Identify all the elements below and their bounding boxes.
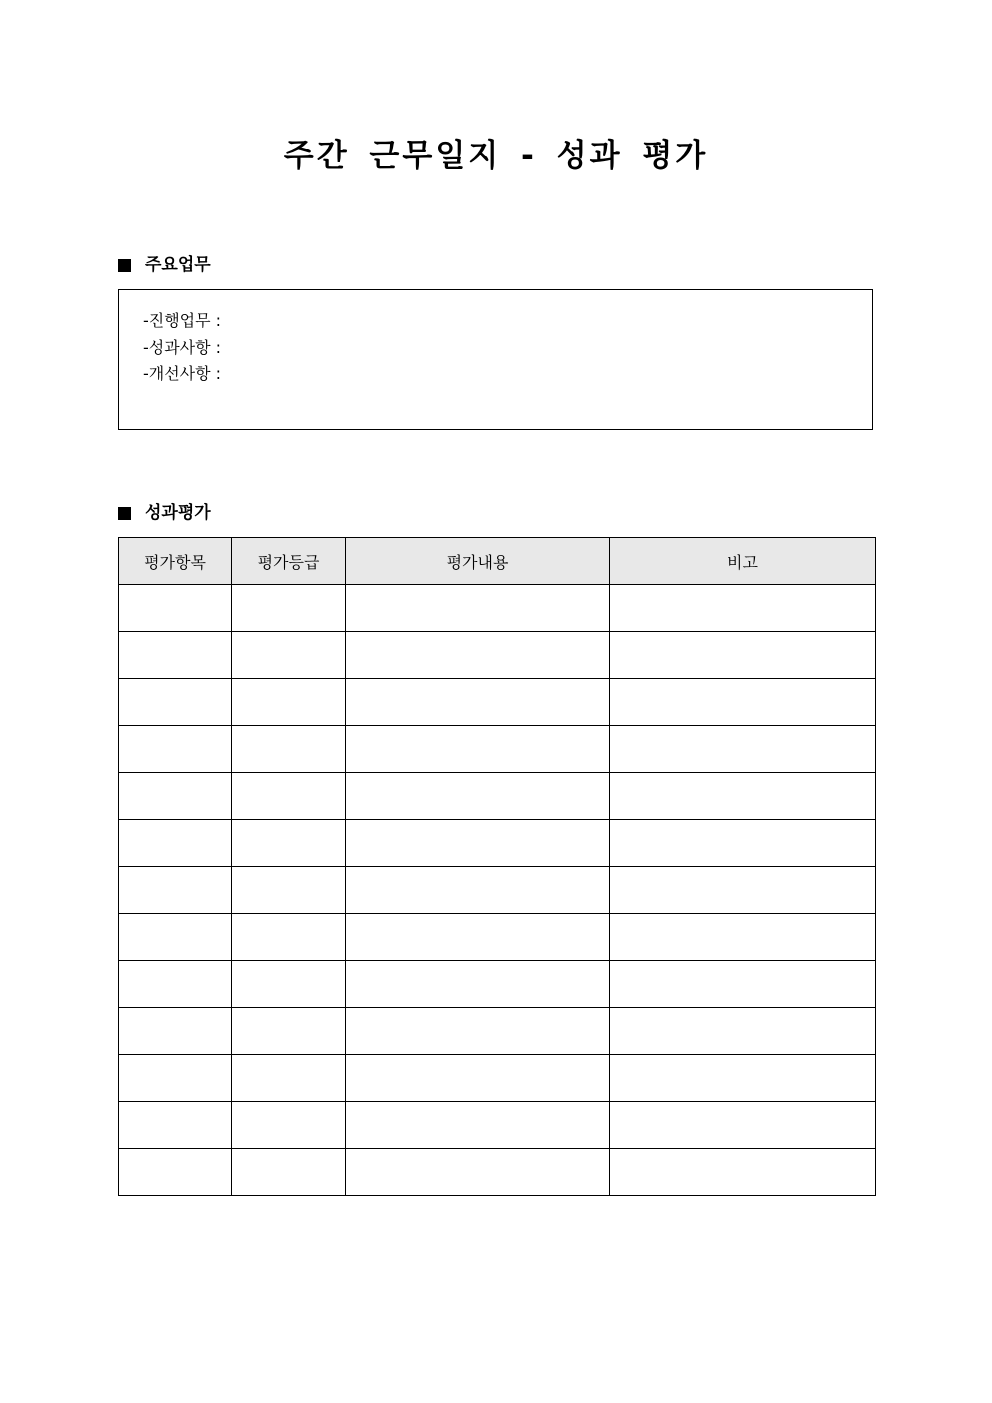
cell-grade[interactable] xyxy=(232,679,346,726)
section-heading-evaluation xyxy=(118,501,211,525)
cell-item[interactable] xyxy=(119,679,232,726)
cell-content[interactable] xyxy=(346,773,610,820)
section-heading-label: 성과평가 xyxy=(145,503,211,523)
table-row xyxy=(119,867,876,914)
task-line-achievements: -성과사항 : xyxy=(143,337,222,357)
cell-content[interactable] xyxy=(346,914,610,961)
table-body xyxy=(119,585,876,1196)
cell-remarks[interactable] xyxy=(610,1149,876,1196)
cell-content[interactable] xyxy=(346,679,610,726)
cell-content[interactable] xyxy=(346,726,610,773)
table-row xyxy=(119,773,876,820)
cell-grade[interactable] xyxy=(232,726,346,773)
cell-remarks[interactable] xyxy=(610,773,876,820)
table-row xyxy=(119,1055,876,1102)
cell-item[interactable] xyxy=(119,867,232,914)
cell-item[interactable] xyxy=(119,1008,232,1055)
table-row xyxy=(119,1008,876,1055)
cell-grade[interactable] xyxy=(232,1102,346,1149)
table-row xyxy=(119,961,876,1008)
evaluation-table xyxy=(118,537,876,1196)
section-heading-label: 주요업무 xyxy=(145,255,211,275)
cell-content[interactable] xyxy=(346,867,610,914)
cell-item[interactable] xyxy=(119,1055,232,1102)
cell-item[interactable] xyxy=(119,726,232,773)
cell-grade[interactable] xyxy=(232,961,346,1008)
cell-content[interactable] xyxy=(346,820,610,867)
cell-content[interactable] xyxy=(346,1102,610,1149)
cell-content[interactable] xyxy=(346,1149,610,1196)
cell-content[interactable] xyxy=(346,585,610,632)
cell-item[interactable] xyxy=(119,1149,232,1196)
cell-remarks[interactable] xyxy=(610,679,876,726)
cell-remarks[interactable] xyxy=(610,820,876,867)
cell-item[interactable] xyxy=(119,773,232,820)
cell-item[interactable] xyxy=(119,1102,232,1149)
cell-remarks[interactable] xyxy=(610,1102,876,1149)
table-row xyxy=(119,820,876,867)
cell-content[interactable] xyxy=(346,1008,610,1055)
column-header-content: 평가내용 xyxy=(346,538,610,585)
section-heading-main-tasks xyxy=(118,253,211,277)
cell-grade[interactable] xyxy=(232,1055,346,1102)
cell-item[interactable] xyxy=(119,585,232,632)
cell-item[interactable] xyxy=(119,820,232,867)
column-header-remarks: 비고 xyxy=(610,538,876,585)
square-bullet-icon xyxy=(118,259,131,272)
table-row xyxy=(119,632,876,679)
table-row xyxy=(119,1149,876,1196)
cell-grade[interactable] xyxy=(232,1149,346,1196)
cell-remarks[interactable] xyxy=(610,914,876,961)
square-bullet-icon xyxy=(118,507,131,520)
cell-remarks[interactable] xyxy=(610,1055,876,1102)
cell-item[interactable] xyxy=(119,914,232,961)
table-row xyxy=(119,679,876,726)
main-tasks-box[interactable] xyxy=(118,289,873,430)
cell-remarks[interactable] xyxy=(610,585,876,632)
cell-content[interactable] xyxy=(346,961,610,1008)
page-title: 주간 근무일지 - 성과 평가 xyxy=(283,138,709,174)
cell-item[interactable] xyxy=(119,632,232,679)
cell-content[interactable] xyxy=(346,632,610,679)
cell-grade[interactable] xyxy=(232,820,346,867)
cell-grade[interactable] xyxy=(232,914,346,961)
task-line-progress: -진행업무 : xyxy=(143,311,222,330)
table-row xyxy=(119,585,876,632)
cell-remarks[interactable] xyxy=(610,632,876,679)
table-row xyxy=(119,1102,876,1149)
cell-grade[interactable] xyxy=(232,1008,346,1055)
cell-remarks[interactable] xyxy=(610,961,876,1008)
cell-remarks[interactable] xyxy=(610,1008,876,1055)
cell-grade[interactable] xyxy=(232,867,346,914)
cell-content[interactable] xyxy=(346,1055,610,1102)
table-header-row xyxy=(119,538,876,585)
table-row xyxy=(119,914,876,961)
task-line-improvements: -개선사항 : xyxy=(143,364,222,383)
cell-item[interactable] xyxy=(119,961,232,1008)
column-header-grade: 평가등급 xyxy=(232,538,346,585)
cell-grade[interactable] xyxy=(232,585,346,632)
cell-grade[interactable] xyxy=(232,632,346,679)
column-header-item: 평가항목 xyxy=(119,538,232,585)
cell-remarks[interactable] xyxy=(610,726,876,773)
cell-remarks[interactable] xyxy=(610,867,876,914)
table-row xyxy=(119,726,876,773)
cell-grade[interactable] xyxy=(232,773,346,820)
